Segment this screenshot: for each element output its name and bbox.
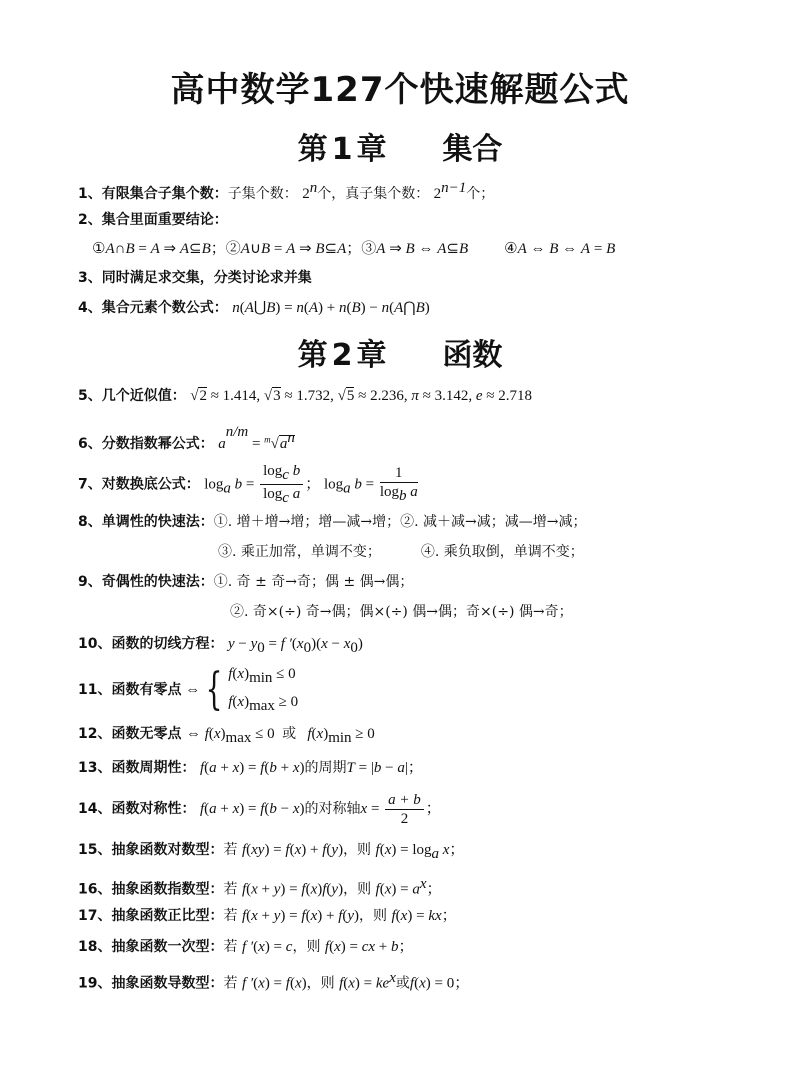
item-text: 若 <box>223 842 238 858</box>
item-text: 或 <box>395 975 410 992</box>
item-number: 12、 <box>78 726 112 742</box>
item-heading: 函数无零点 <box>111 726 182 742</box>
item-text: 若 <box>223 881 238 898</box>
item-5: 5、几个近似值： √2 ≈ 1.414, √3 ≈ 1.732, √5 ≈ 2.236, π ≈ 3.142, e ≈ 2.718 <box>78 388 533 404</box>
item-text: 或 <box>282 726 297 742</box>
item-number: 14、 <box>78 801 112 817</box>
item-number: 6、 <box>78 436 102 452</box>
item-text: ④. 乘负取倒，单调不变； <box>420 544 584 560</box>
item-heading: 同时满足求交集，分类讨论求并集 <box>101 270 312 286</box>
page-title: 高中数学127个快速解题公式 <box>170 70 630 110</box>
item-text: ，则 <box>343 881 372 898</box>
item-3 <box>78 268 312 288</box>
item-10: 10、函数的切线方程： $y - y_0 = f$ $'(x_0)(x - x_0)$ <box>78 636 363 656</box>
item-heading: 抽象函数一次型： <box>111 939 224 955</box>
item-heading: 函数的切线方程： <box>111 636 224 652</box>
item-19: 19、抽象函数导数型：若 f ′(x) = f(x)，则 $f(x) = ke^x$或f(x) = 0； <box>78 970 470 992</box>
item-17: 17、抽象函数正比型：若 f(x + y) = f(x) + f(y)，则 f(x) = kx； <box>78 908 457 924</box>
item-text: 的对称轴 <box>304 801 361 817</box>
item-text: 个； <box>466 186 495 202</box>
chapter-prefix: 第 <box>297 132 328 167</box>
item-heading: 单调性的快速法： <box>101 514 214 530</box>
item-14: 14、函数对称性： f(a + x) = f(b − x)的对称轴x = $\frac{a + b}{2}$ ； <box>78 791 441 827</box>
item-number: 7、 <box>78 476 102 493</box>
item-number: 19、 <box>78 975 112 992</box>
item-1: 1、有限集合子集个数：子集个数： 2$^n$个，真子集个数： $2^{n-1}$个； <box>78 180 495 202</box>
item-4: 4、集合元素个数公式： n(A⋃B) = n(A) + n(B) − n(A⋂B) <box>78 300 430 316</box>
item-heading: 对数换底公式： <box>101 476 200 493</box>
set-conclusions-formula: ①A∩B = A ⇒ A⊆B；②A∪B = A ⇒ B⊆A；③A ⇒ B ⇔ A⊆B ④A ⇔ B ⇔ A = B <box>92 241 616 257</box>
item-13: 13、函数周期性： f(a + x) = f(b + x)的周期T = |b − a|； <box>78 760 423 776</box>
item-text: 的周期 <box>304 760 347 776</box>
item-heading: 函数有零点 <box>111 681 182 698</box>
item-2 <box>78 210 228 230</box>
item-number: 3、 <box>78 270 102 286</box>
item-heading: 有限集合子集个数： <box>101 186 228 202</box>
item-text: ，则 <box>306 975 335 992</box>
item-heading: 抽象函数正比型： <box>111 908 224 924</box>
item-text: ②. 奇×(÷) 奇→偶；偶×(÷) 偶→偶；奇×(÷) 偶→奇； <box>230 604 573 620</box>
item-number: 18、 <box>78 939 112 955</box>
item-text: 若 <box>223 939 238 955</box>
item-number: 16、 <box>78 881 112 898</box>
item-12: 12、函数无零点 ⇔ $f(x)_{max} \le 0$ 或 $f(x)_{min} \ge 0$ <box>78 726 375 746</box>
item-number: 2、 <box>78 212 102 228</box>
item-text: ①. 奇 ± 奇→奇；偶 ± 偶→偶； <box>213 574 414 590</box>
item-number: 13、 <box>78 760 112 776</box>
item-text: 子集个数： <box>227 186 298 202</box>
item-heading: 抽象函数对数型： <box>111 842 224 858</box>
item-heading: 函数周期性： <box>111 760 196 776</box>
item-heading: 函数对称性： <box>111 801 196 817</box>
item-number: 11、 <box>78 681 112 698</box>
item-16: 16、抽象函数指数型：若 f(x + y) = f(x)f(y)，则 $f(x) = a^x$； <box>78 876 442 898</box>
chapter-suffix: 章 <box>356 132 387 167</box>
item-8 <box>78 512 586 532</box>
item-number: 4、 <box>78 300 102 316</box>
item-9 <box>78 572 413 592</box>
item-text: 若 <box>223 908 238 924</box>
item-number: 15、 <box>78 842 112 858</box>
chapter-name: 函数 <box>442 338 503 373</box>
item-text: ①. 增＋增→增；增—减→增；②. 减＋减→减；减—增→减； <box>213 514 587 530</box>
item-6: 6、分数指数幂公式： $a^{n/m} = ^m√a^n$ <box>78 424 295 452</box>
item-heading: 集合里面重要结论： <box>101 212 228 228</box>
item-number: 17、 <box>78 908 112 924</box>
item-heading: 奇偶性的快速法： <box>101 574 214 590</box>
item-text: ，则 <box>292 939 321 955</box>
item-text: ，则 <box>359 908 388 924</box>
item-text: ，则 <box>343 842 372 858</box>
chapter-suffix: 章 <box>356 338 387 373</box>
item-text: 个，真子集个数： <box>317 186 430 202</box>
item-heading: 抽象函数指数型： <box>111 881 224 898</box>
chapter-number: 2 <box>331 338 353 373</box>
item-7: 7、对数换底公式： $\log_a b$ = $\frac{\log_c b}{\log_c a}$ ； $\log_a b$ = $\frac{1}{\log_b a}$ <box>78 463 418 506</box>
item-text: 若 <box>223 975 238 992</box>
chapter-number: 1 <box>331 132 353 167</box>
item-heading: 几个近似值： <box>101 388 186 404</box>
item-8-line-2 <box>218 542 584 562</box>
item-number: 9、 <box>78 574 102 590</box>
item-number: 8、 <box>78 514 102 530</box>
chapter-prefix: 第 <box>297 338 328 373</box>
item-heading: 分数指数幂公式： <box>101 436 214 452</box>
item-number: 5、 <box>78 388 102 404</box>
item-heading: 集合元素个数公式： <box>101 300 228 316</box>
item-text: ③. 乘正加常，单调不变； <box>218 544 381 560</box>
item-18: 18、抽象函数一次型：若 f ′(x) = c，则 f(x) = cx + b； <box>78 939 414 955</box>
item-9-line-2 <box>230 602 573 622</box>
chapter-1-heading <box>0 124 800 168</box>
item-number: 1、 <box>78 186 102 202</box>
item-11: 11、函数有零点 ⇔ { $f(x)_{min} \le 0$ $f(x)_{max} \ge 0$ <box>78 663 299 715</box>
item-number: 10、 <box>78 636 112 652</box>
chapter-name: 集合 <box>442 132 503 167</box>
item-heading: 抽象函数导数型： <box>111 975 224 992</box>
chapter-2-heading <box>0 330 800 374</box>
item-15: 15、抽象函数对数型：若 f(xy) = f(x) + f(y)，则 $f(x) = \log_a x$； <box>78 842 465 862</box>
